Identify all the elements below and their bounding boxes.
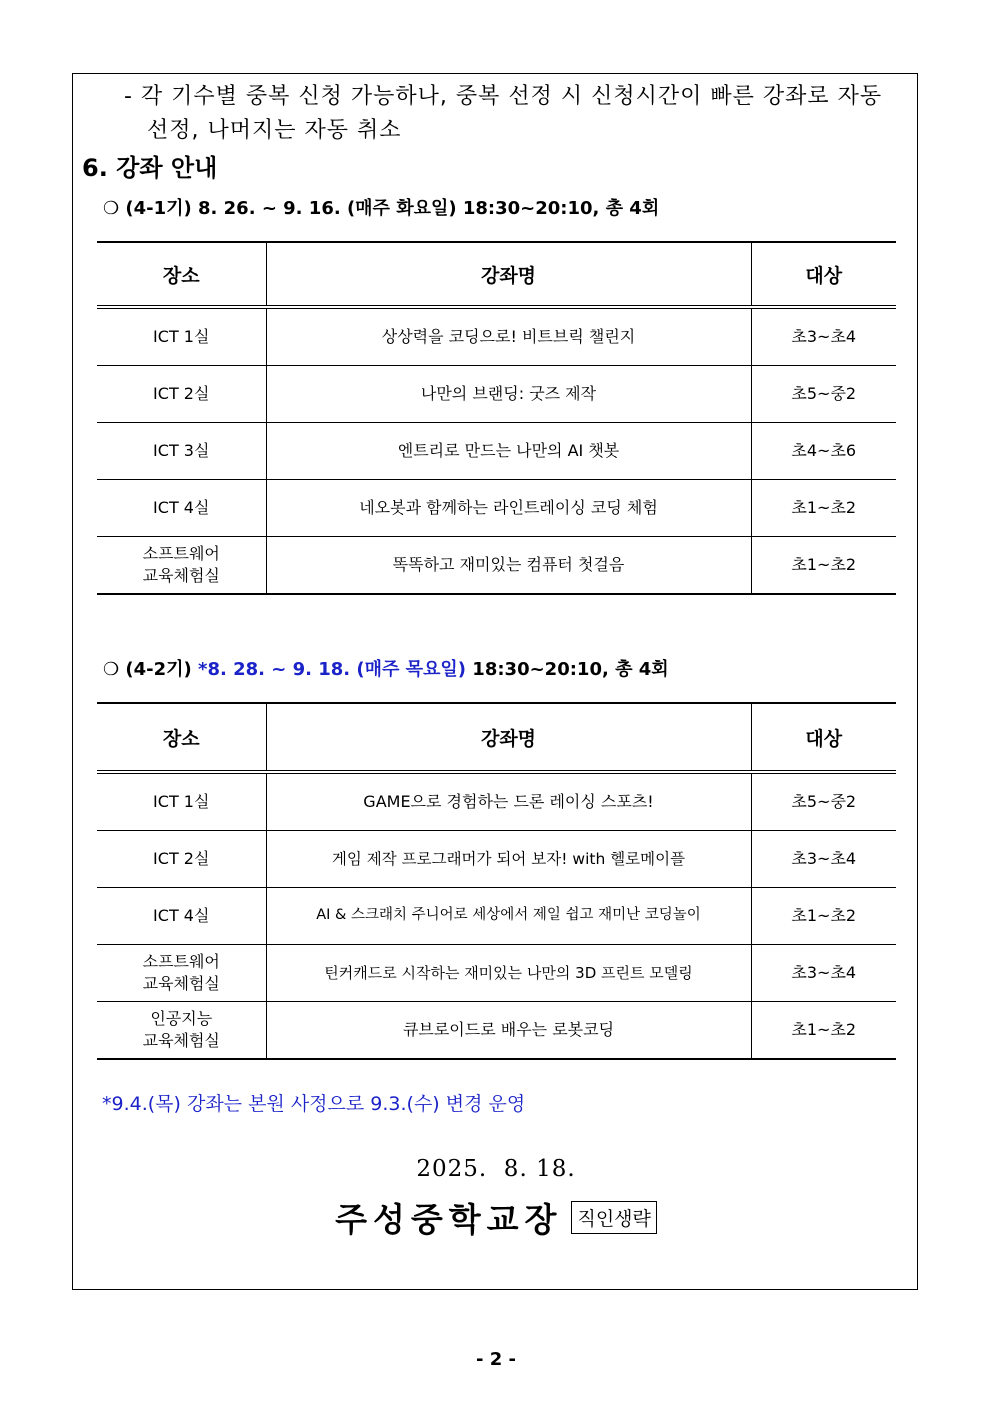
cell-place <box>97 945 266 1002</box>
principal-title: 주성중학교장 <box>335 1200 563 1239</box>
cell-course: 엔트리로 만드는 나만의 AI 챗봇 <box>266 423 751 480</box>
header-place: 장소 <box>97 703 266 772</box>
table-row <box>97 366 896 423</box>
place-line-2: 교육체험실 <box>142 974 220 993</box>
cell-place: ICT 4실 <box>97 888 266 945</box>
cell-target: 초5~중2 <box>751 772 896 831</box>
table-header-row <box>97 242 896 307</box>
cell-place: ICT 1실 <box>97 772 266 831</box>
cell-target: 초1~초2 <box>751 888 896 945</box>
cell-place: ICT 2실 <box>97 831 266 888</box>
cell-course: GAME으로 경험하는 드론 레이싱 스포츠! <box>266 772 751 831</box>
signature-block <box>0 1194 992 1241</box>
schedule-change-note: *9.4.(목) 강좌는 본원 사정으로 9.3.(수) 변경 운영 <box>102 1093 526 1115</box>
note-line-1: - 각 기수별 중복 신청 가능하나, 중복 선정 시 신청시간이 빠른 강좌로 자동 <box>124 84 883 109</box>
cell-course: 게임 제작 프로그래머가 되어 보자! with 헬로메이플 <box>266 831 751 888</box>
note-line-2: 선정, 나머지는 자동 취소 <box>147 118 402 143</box>
cell-course: AI & 스크래치 주니어로 세상에서 제일 쉽고 재미난 코딩놀이 <box>266 888 751 945</box>
session-1-table <box>97 241 896 595</box>
cell-place: ICT 4실 <box>97 480 266 537</box>
cell-target: 초3~초4 <box>751 945 896 1002</box>
table-row <box>97 888 896 945</box>
session-2-dates: *8. 28. ~ 9. 18. (매주 목요일) <box>198 659 467 680</box>
header-target: 대상 <box>751 242 896 307</box>
cell-place <box>97 1002 266 1060</box>
cell-course: 네오봇과 함께하는 라인트레이싱 코딩 체험 <box>266 480 751 537</box>
cell-place <box>97 537 266 595</box>
session-2-info <box>103 655 669 681</box>
place-line-1: 소프트웨어 <box>142 952 220 972</box>
place-line-2: 교육체험실 <box>142 1031 220 1050</box>
cell-target: 초1~초2 <box>751 480 896 537</box>
table-row <box>97 831 896 888</box>
cell-place: ICT 3실 <box>97 423 266 480</box>
cell-course: 나만의 브랜딩: 굿즈 제작 <box>266 366 751 423</box>
cell-course: 틴커캐드로 시작하는 재미있는 나만의 3D 프린트 모델링 <box>266 945 751 1002</box>
session-1-info: ❍ (4-1기) 8. 26. ~ 9. 16. (매주 화요일) 18:30~20:10, 총 4회 <box>103 198 660 219</box>
place-line-1: 인공지능 <box>150 1009 213 1029</box>
cell-target: 초1~초2 <box>751 1002 896 1060</box>
place-line-2: 교육체험실 <box>142 566 220 585</box>
cell-place: ICT 2실 <box>97 366 266 423</box>
cell-target: 초1~초2 <box>751 537 896 595</box>
table-row <box>97 480 896 537</box>
cell-target: 초3~초4 <box>751 307 896 366</box>
page-number: - 2 - <box>476 1349 516 1370</box>
cell-course: 큐브로이드로 배우는 로봇코딩 <box>266 1002 751 1060</box>
section-title: 6. 강좌 안내 <box>82 154 218 182</box>
table-row <box>97 772 896 831</box>
session-2-table <box>97 702 896 1060</box>
cell-place: ICT 1실 <box>97 307 266 366</box>
cell-target: 초4~초6 <box>751 423 896 480</box>
cell-target: 초3~초4 <box>751 831 896 888</box>
header-place: 장소 <box>97 242 266 307</box>
cell-course: 똑똑하고 재미있는 컴퓨터 첫걸음 <box>266 537 751 595</box>
seal-omitted-stamp: 직인생략 <box>571 1201 656 1234</box>
header-target: 대상 <box>751 703 896 772</box>
table-row <box>97 423 896 480</box>
table-header-row <box>97 703 896 772</box>
place-line-1: 소프트웨어 <box>142 544 220 564</box>
document-date: 2025. 8. 18. <box>416 1156 576 1182</box>
table-row <box>97 945 896 1002</box>
session-2-suffix: 18:30~20:10, 총 4회 <box>466 659 669 680</box>
cell-course: 상상력을 코딩으로! 비트브릭 챌린지 <box>266 307 751 366</box>
cell-target: 초5~중2 <box>751 366 896 423</box>
header-course: 강좌명 <box>266 242 751 307</box>
session-2-prefix: ❍ (4-2기) <box>103 659 199 680</box>
table-row <box>97 307 896 366</box>
header-course: 강좌명 <box>266 703 751 772</box>
table-row <box>97 537 896 595</box>
table-row <box>97 1002 896 1060</box>
